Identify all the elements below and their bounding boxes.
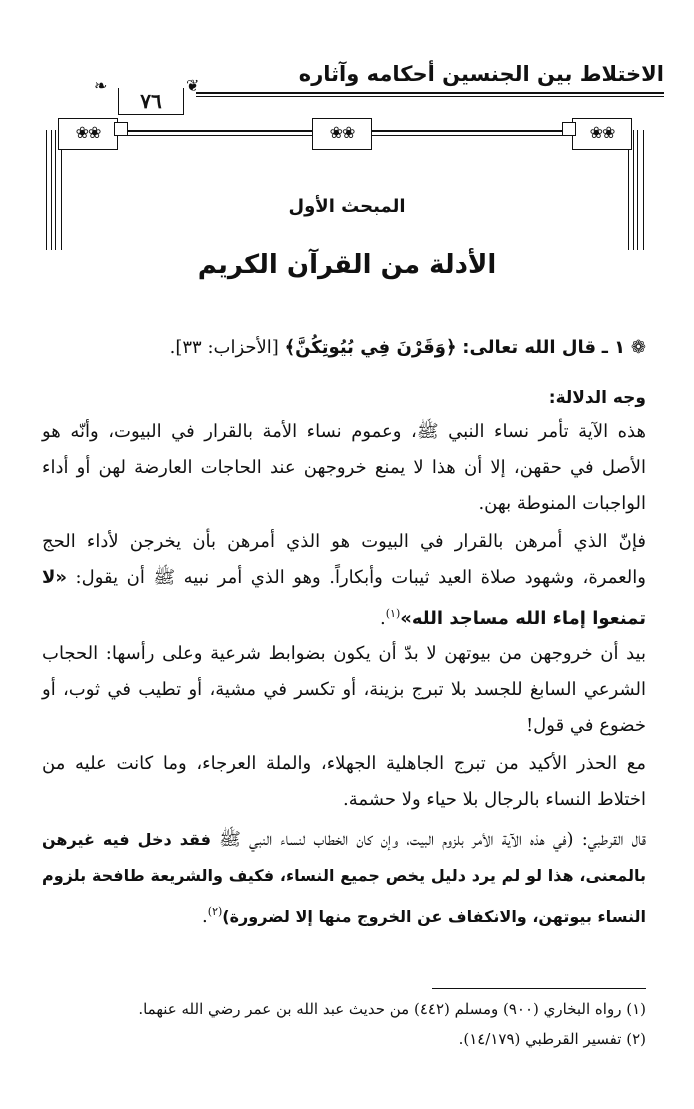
footnote-text: رواه البخاري (٩٠٠) ومسلم (٤٤٢) من حديث عبد الله بن عمر رضي الله عنهما.	[138, 1000, 622, 1018]
header-rule	[196, 92, 664, 94]
footnote-rule	[432, 988, 646, 989]
footnote-2	[459, 1030, 646, 1048]
paragraph-3	[42, 636, 646, 744]
hadith-quote: «لا تمنعوا إماء الله مساجد الله»	[42, 567, 646, 629]
paragraph-text: هذه الآية تأمر نساء النبي ﷺ، وعموم نساء الأمة بالقرار في البيوت، وأنّه هو الأصل في حقهن، إلا أن هذا لا يمنع خروجهن عند الحاجات العارضة لهن أو أداء الواجبات المنوطة بهن.	[42, 421, 646, 514]
paragraph-4	[42, 746, 646, 818]
frame-square	[114, 122, 128, 136]
sentence-end: .	[380, 608, 386, 629]
item-lead: قال الله تعالى:	[462, 337, 597, 358]
quran-verse: ﴿وَقَرْنَ فِي بُيُوتِكُنَّ﴾	[284, 337, 457, 358]
paragraph-2	[42, 524, 646, 637]
verse-reference: [الأحزاب: ٣٣].	[169, 337, 279, 358]
page-number: ٧٦	[118, 88, 184, 115]
footnote-number: (٢)	[626, 1030, 646, 1048]
paragraph-text: فإنّ الذي أمرهن بالقرار في البيوت هو الذي أمرهن بأن يخرجن لأداء الحج والعمرة، وشهود صلاة العيد ثيبات وأبكاراً. وهو الذي أمر نبيه ﷺ أن يقول:	[42, 531, 646, 588]
running-header	[36, 60, 664, 113]
section-label: المبحث الأول	[288, 196, 406, 217]
frame-square	[562, 122, 576, 136]
footnote-1	[138, 1000, 646, 1018]
frame-ornament-icon: ❀❀	[58, 118, 118, 150]
section-title: الأدلة من القرآن الكريم	[197, 250, 497, 280]
frame-ornament-icon: ❀❀	[312, 118, 372, 150]
frame-ornament-icon: ❀❀	[572, 118, 632, 150]
footnote-text: تفسير القرطبي (١٤/١٧٩).	[458, 1030, 622, 1048]
ornament-icon: ❧	[94, 76, 108, 95]
book-title: الاختلاط بين الجنسين أحكامه وآثاره	[298, 62, 664, 86]
sentence-end: .	[202, 906, 208, 927]
footnote-ref: (١)	[385, 607, 401, 620]
quoted-text: فقد دخل فيه غيرهن بالمعنى، هذا لو لم يرد دليل يخص جميع النساء، فكيف والشريعة طافحة بلزوم النساء بيوتهن، والانكفاف عن الخروج منها إلا لضرورة)	[42, 830, 646, 926]
bullet-icon: ❁	[630, 337, 646, 358]
item-1	[42, 330, 646, 366]
evidence-heading: وجه الدلالة:	[548, 388, 646, 408]
header-rule-thin	[196, 96, 664, 97]
footnote-number: (١)	[626, 1000, 646, 1018]
paragraph-text: بيد أن خروجهن من بيوتهن لا بدّ أن يكون بضوابط شرعية وعلى رأسها: الحجاب الشرعي السابغ للجسد بلا تبرج بزينة، أو تكسر في مشية، أو تطيب في ثوب، أو خضوع في قول!	[42, 643, 646, 736]
paragraph-text: مع الحذر الأكيد من تبرج الجاهلية الجهلاء، والملة العرجاء، وما كانت عليه من اختلاط النساء بالرجال بلا حياء ولا حشمة.	[42, 753, 646, 810]
ornament-icon: ❦	[186, 76, 200, 95]
item-number: ١ ـ	[601, 337, 626, 358]
paragraph-text: قال القرطبي: (في هذه الآية الأمر بلزوم البيت، وإن كان الخطاب لنساء النبي ﷺ	[219, 829, 646, 850]
paragraph-1	[42, 414, 646, 522]
footnote-ref: (٢)	[207, 905, 223, 918]
paragraph-5	[42, 822, 646, 935]
